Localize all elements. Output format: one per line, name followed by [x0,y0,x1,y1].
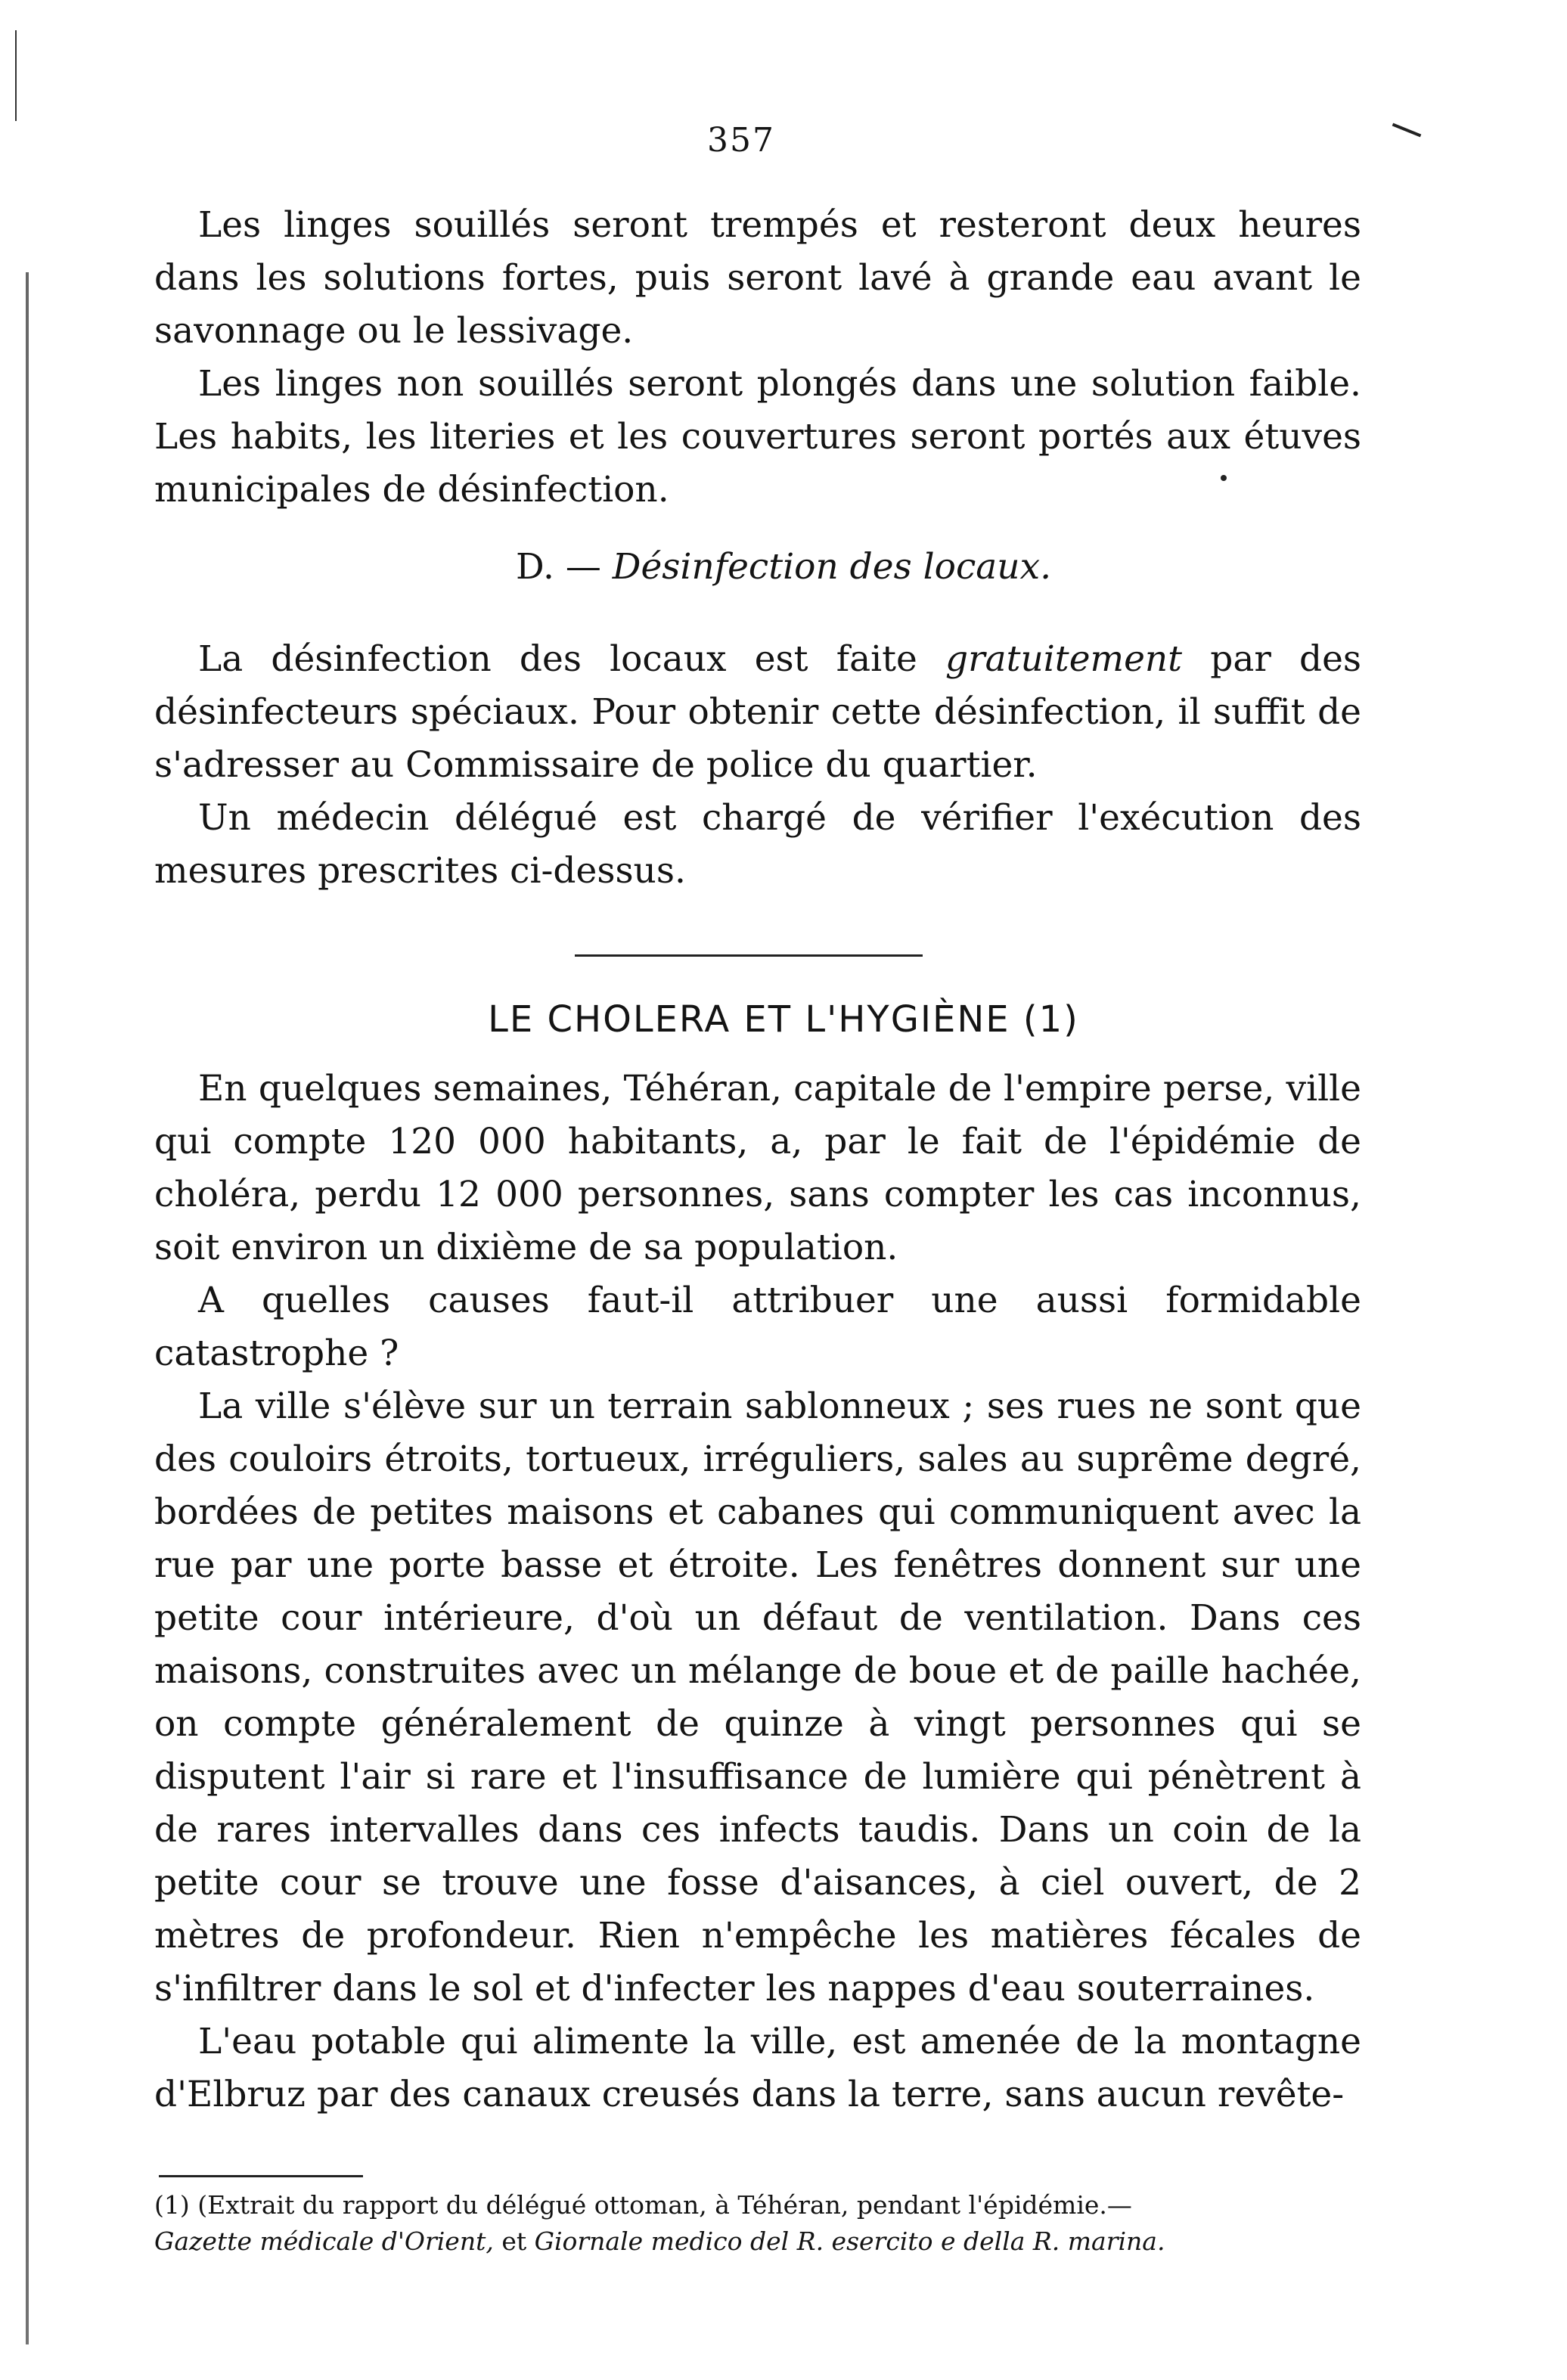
subsection-label: D. — [515,546,601,588]
linen-disinfection-text [154,199,1361,517]
paragraph: Un médecin délégué est chargé de vérifier l'exécution des mesures prescrites ci-dessus. [154,797,1361,892]
text-run: et [493,2226,535,2256]
text-run: La désinfection des locaux est faite [198,638,946,680]
subsection-heading [0,546,1567,588]
footnote-line: (1) (Extrait du rapport du délégué ottoman, à Téhéran, pendant l'épidémie.— [154,2190,1132,2220]
premises-disinfection-text [154,633,1361,898]
paragraph [154,633,1361,792]
cholera-article-text [154,1063,1361,2121]
footnote [154,2187,1361,2260]
emphasis: gratuitement [945,638,1183,680]
paragraph: A quelles causes faut-il attribuer une aussi formidable catastrophe ? [154,1280,1361,1374]
paragraph: Les linges souillés seront trempés et resteront deux heures dans les solutions fortes, puis seront lavé à grande eau avant le savonnage ou le lessivage. [154,204,1361,352]
paragraph: En quelques semaines, Téhéran, capitale de l'empire perse, ville qui compte 120 000 habitants, a, par le fait de l'épidémie de choléra, perdu 12 000 personnes, sans compter les cas inconnus, soit environ un dixième de sa population. [154,1068,1361,1268]
edge-mark [15,30,17,121]
subsection-title: Désinfection des locaux. [612,546,1052,588]
text-run: par des désinfecteurs spéciaux. Pour obtenir cette désinfection, il suffit de s'adresser au Commissaire de police du quartier. [154,638,1361,786]
paragraph: La ville s'élève sur un terrain sablonneux ; ses rues ne sont que des couloirs étroits, tortueux, irréguliers, sales au suprême degré, bordées de petites maisons et cabanes qui communiquent avec la rue par une porte basse et étroite. Les fenêtres donnent sur une petite cour intérieure, d'où un défaut de ventilation. Dans ces maisons, construites avec un mélange de boue et de paille hachée, on compte généralement de quinze à vingt personnes qui se disputent l'air si rare et l'insuffisance de lumière qui pénètrent à de rares intervalles dans ces infects taudis. Dans un coin de la petite cour se trouve une fosse d'aisances, à ciel ouvert, de 2 mètres de profondeur. Rien n'empêche les matières fécales de s'infiltrer dans le sol et d'infecter les nappes d'eau souterraines. [154,1385,1361,2009]
paragraph: Les linges non souillés seront plongés dans une solution faible. Les habits, les literies et les couvertures seront portés aux étuves municipales de désinfection. [154,363,1361,510]
corner-mark [1392,123,1422,138]
footnote-divider [159,2175,363,2177]
page-number: 357 [707,121,775,160]
journal-title: Gazette médicale d'Orient, [154,2226,494,2256]
journal-title: Giornale medico del R. esercito e della R. marina. [534,2226,1165,2256]
section-title: LE CHOLERA ET L'HYGIÈNE (1) [488,998,1079,1041]
paragraph: L'eau potable qui alimente la ville, est amenée de la montagne d'Elbruz par des canaux creusés dans la terre, sans aucun revête- [154,2021,1361,2115]
section-divider [575,954,923,957]
footnote-line [154,2223,1361,2260]
